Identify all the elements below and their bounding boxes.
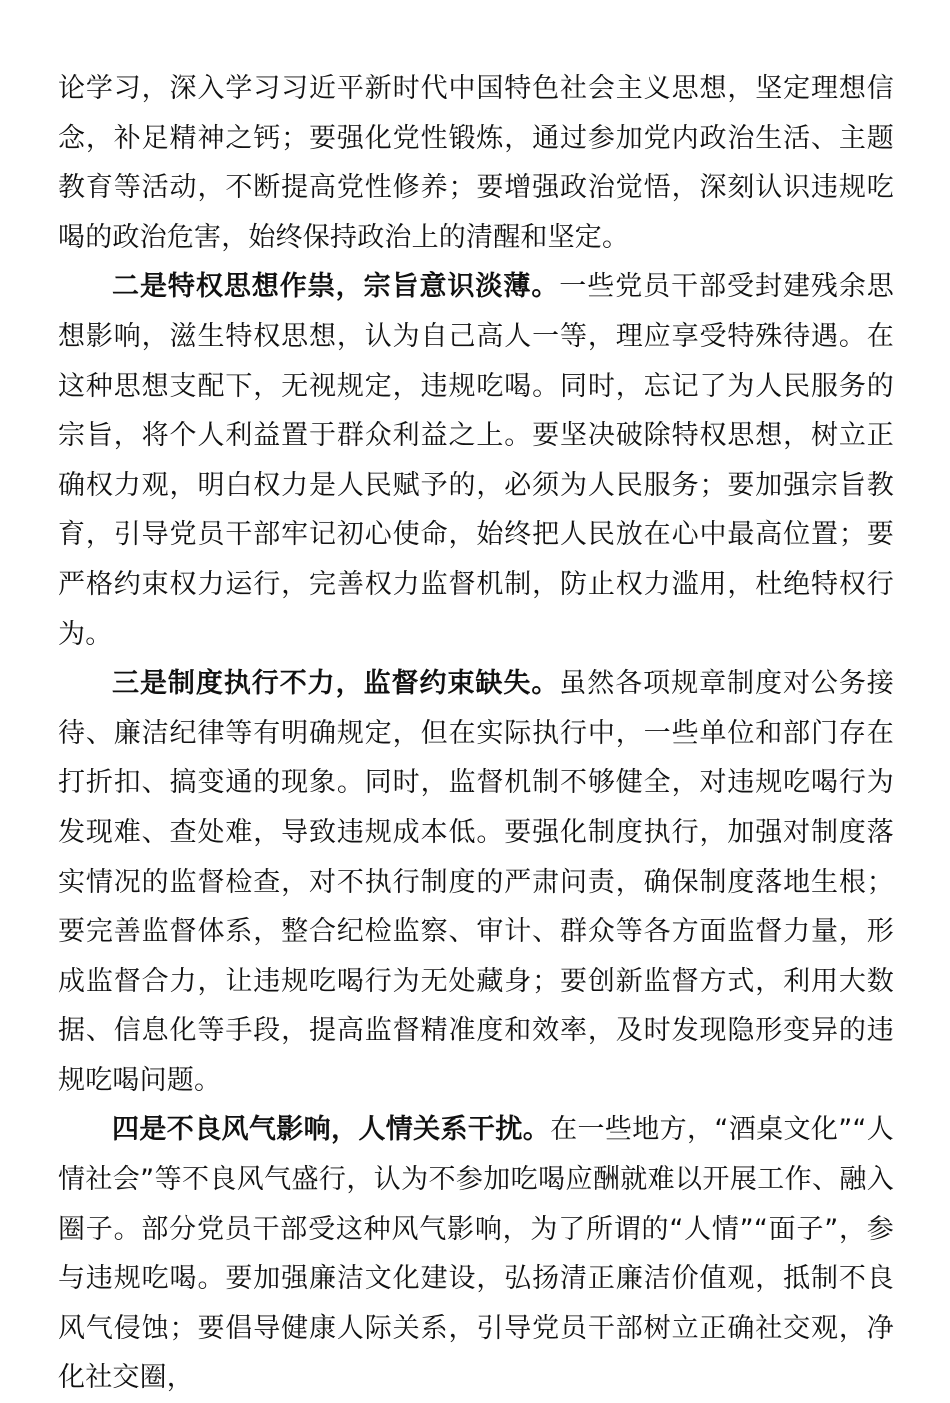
paragraph-continuation (58, 64, 894, 262)
paragraph-heading: 三是制度执行不力，监督约束缺失。 (112, 668, 560, 700)
paragraph-heading: 二是特权思想作祟，宗旨意识淡薄。 (112, 271, 560, 303)
paragraph-text: 一些党员干部受封建残余思想影响，滋生特权思想，认为自己高人一等，理应享受特殊待遇。在这种思想支配下，无视规定，违规吃喝。同时，忘记了为人民服务的宗旨，将个人利益置于群众利益之上。要坚决破除特权思想，树立正确权力观，明白权力是人民赋予的，必须为人民服务；要加强宗旨教育，引导党员干部牢记初心使命，始终把人民放在心中最高位置；要严格约束权力运行，完善权力监督机制，防止权力滥用，杜绝特权行为。 (58, 271, 895, 650)
paragraph-point-three (58, 659, 894, 1105)
paragraph-heading: 四是不良风气影响，人情关系干扰。 (112, 1114, 551, 1146)
paragraph-text: 论学习，深入学习习近平新时代中国特色社会主义思想，坚定理想信念，补足精神之钙；要强化党性锻炼，通过参加党内政治生活、主题教育等活动，不断提高党性修养；要增强政治觉悟，深刻认识违规吃喝的政治危害，始终保持政治上的清醒和坚定。 (58, 73, 894, 253)
paragraph-point-four (58, 1105, 894, 1403)
paragraph-text: 在一些地方，“酒桌文化”“人情社会”等不良风气盛行，认为不参加吃喝应酬就难以开展工作、融入圈子。部分党员干部受这种风气影响，为了所谓的“人情”“面子”，参与违规吃喝。要加强廉洁文化建设，弘扬清正廉洁价值观，抵制不良风气侵蚀；要倡导健康人际关系，引导党员干部树立正确社交观，净化社交圈， (58, 1114, 894, 1394)
paragraph-text: 虽然各项规章制度对公务接待、廉洁纪律等有明确规定，但在实际执行中，一些单位和部门存在打折扣、搞变通的现象。同时，监督机制不够健全，对违规吃喝行为发现难、查处难，导致违规成本低。要强化制度执行，加强对制度落实情况的监督检查，对不执行制度的严肃问责，确保制度落地生根；要完善监督体系，整合纪检监察、审计、群众等各方面监督力量，形成监督合力，让违规吃喝行为无处藏身；要创新监督方式，利用大数据、信息化等手段，提高监督精准度和效率，及时发现隐形变异的违规吃喝问题。 (58, 668, 895, 1096)
paragraph-point-two (58, 262, 894, 659)
document-page (58, 64, 894, 1403)
